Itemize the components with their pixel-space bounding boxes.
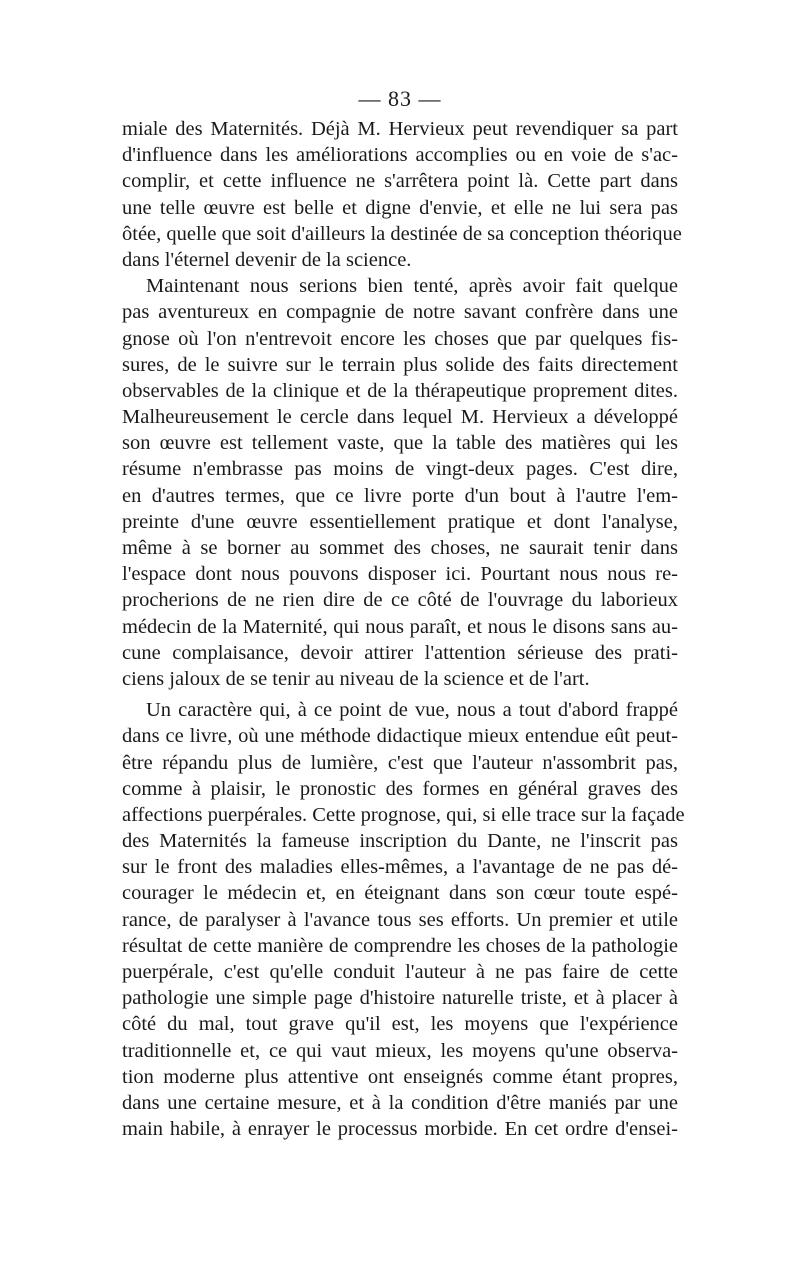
text-line: affections puerpérales. Cette prognose, qui, si elle trace sur la façade: [122, 803, 685, 826]
text-line: d'influence dans les améliorations accomplies ou en voie de s'ac-: [122, 144, 678, 167]
text-line: courager le médecin et, en éteignant dans son cœur toute espé-: [122, 882, 678, 905]
text-line: même à se borner au sommet des choses, ne saurait tenir dans: [122, 537, 678, 559]
text-line: rance, de paralyser à l'avance tous ses efforts. Un premier et utile: [122, 908, 678, 931]
text-line: dans ce livre, où une méthode didactique mieux entendue eût peut-: [122, 725, 678, 748]
text-line: pathologie une simple page d'histoire naturelle triste, et à placer à: [122, 987, 678, 1010]
text-line: dans l'éternel devenir de la science.: [122, 248, 412, 271]
paragraph: [122, 116, 682, 273]
body-text: [122, 116, 685, 1142]
text-line: traditionnelle et, ce qui vaut mieux, les moyens qu'une observa-: [122, 1039, 678, 1062]
text-line: une telle œuvre est belle et digne d'envie, et elle ne lui sera pas: [122, 196, 678, 219]
text-line: résultat de cette manière de comprendre les choses de la pathologie: [122, 934, 678, 957]
text-line: cune complaisance, devoir attirer l'attention sérieuse des prati-: [122, 641, 678, 664]
text-line: côté du mal, tout grave qu'il est, les moyens que l'expérience: [122, 1013, 678, 1036]
text-line: complir, et cette influence ne s'arrêtera point là. Cette part dans: [122, 170, 678, 193]
text-line: ôtée, quelle que soit d'ailleurs la destinée de sa conception théorique: [122, 222, 682, 245]
text-line: sur le front des maladies elles-mêmes, a l'avantage de ne pas dé-: [122, 856, 678, 879]
text-line: résume n'embrasse pas moins de vingt-deux pages. C'est dire,: [122, 458, 678, 481]
text-line: Un caractère qui, à ce point de vue, nous a tout d'abord frappé: [146, 699, 678, 722]
text-line: gnose où l'on n'entrevoit encore les choses que par quelques fis-: [122, 327, 678, 350]
text-line: procherions de ne rien dire de ce côté de l'ouvrage du laborieux: [122, 589, 678, 612]
text-line: l'espace dont nous pouvons disposer ici. Pourtant nous nous re-: [122, 563, 678, 586]
text-line: Malheureusement le cercle dans lequel M. Hervieux a développé: [122, 406, 678, 429]
text-line: Maintenant nous serions bien tenté, après avoir fait quelque: [146, 275, 678, 298]
text-line: main habile, à enrayer le processus morbide. En cet ordre d'ensei-: [122, 1118, 678, 1141]
text-line: observables de la clinique et de la thérapeutique proprement dites.: [122, 379, 678, 402]
text-line: puerpérale, c'est qu'elle conduit l'auteur à ne pas faire de cette: [122, 961, 678, 983]
text-line: dans une certaine mesure, et à la condition d'être maniés par une: [122, 1091, 678, 1114]
text-line: miale des Maternités. Déjà M. Hervieux peut revendiquer sa part: [122, 118, 678, 140]
text-line: en d'autres termes, que ce livre porte d'un bout à l'autre l'em-: [122, 484, 678, 507]
text-line: sures, de le suivre sur le terrain plus solide des faits directement: [122, 353, 678, 376]
text-line: comme à plaisir, le pronostic des formes en général graves des: [122, 777, 678, 800]
text-line: tion moderne plus attentive ont enseignés comme étant propres,: [122, 1065, 678, 1088]
paragraph: [122, 697, 685, 1142]
text-line: son œuvre est tellement vaste, que la table des matières qui les: [122, 432, 678, 455]
text-line: des Maternités la fameuse inscription du Dante, ne l'inscrit pas: [122, 830, 678, 853]
text-line: preinte d'une œuvre essentiellement pratique et dont l'analyse,: [122, 510, 678, 533]
page-number: — 83 —: [358, 86, 442, 111]
text-line: médecin de la Maternité, qui nous paraît, et nous le disons sans au-: [122, 615, 678, 638]
text-line: pas aventureux en compagnie de notre savant confrère dans une: [122, 301, 678, 324]
text-line: être répandu plus de lumière, c'est que l'auteur n'assombrit pas,: [122, 751, 678, 774]
text-line: ciens jaloux de se tenir au niveau de la science et de l'art.: [122, 667, 590, 690]
paragraph: [122, 273, 678, 692]
